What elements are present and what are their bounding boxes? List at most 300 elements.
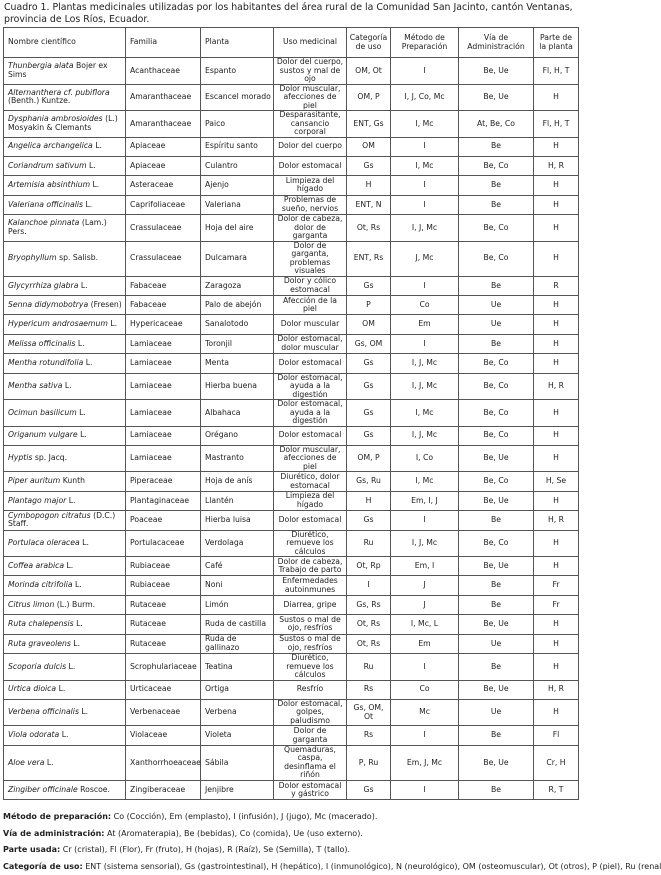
cell-plant: Toronjil (201, 334, 274, 353)
table-row (4, 215, 579, 242)
species-authority: sp. Jacq. (32, 453, 68, 463)
cell-preparation-method: I, Co (391, 445, 459, 472)
species-name: Plantago major (8, 495, 67, 505)
cell-administration-route: Be, Co (459, 156, 534, 175)
cell-use-category: OM, P (347, 445, 391, 472)
cell-preparation-method: I (391, 195, 459, 214)
table-row (4, 276, 579, 295)
cell-medicinal-use: Dolor de garganta (274, 726, 347, 745)
cell-preparation-method: J (391, 595, 459, 614)
cell-use-category: Gs (347, 354, 391, 373)
table-body (4, 58, 579, 800)
cell-use-category: Ot, Rs (347, 634, 391, 653)
species-name: Kalanchoe pinnata (8, 218, 80, 228)
cell-scientific-name (4, 491, 126, 510)
cell-scientific-name (4, 111, 126, 138)
cell-family: Hypericaceae (126, 315, 201, 334)
cell-use-category: ENT, Rs (347, 241, 391, 276)
species-authority: (Benth.) Kuntze. (8, 96, 71, 106)
cell-plant-part: R (534, 276, 579, 295)
cell-family: Fabaceae (126, 295, 201, 314)
cell-administration-route: Be, Co (459, 400, 534, 427)
table-row (4, 726, 579, 745)
cell-plant-part: H (534, 426, 579, 445)
medicinal-plants-table (3, 27, 579, 800)
cell-use-category: Gs, Ru (347, 472, 391, 491)
cell-administration-route: Be, Co (459, 472, 534, 491)
cell-medicinal-use: Dolor estomacal, dolor muscular (274, 334, 347, 353)
cell-preparation-method: I (391, 334, 459, 353)
species-authority: L. (75, 338, 85, 348)
cell-administration-route: Be, Ue (459, 445, 534, 472)
table-row (4, 334, 579, 353)
cell-medicinal-use: Sustos o mal de ojo, resfríos (274, 634, 347, 653)
cell-plant-part: H (534, 699, 579, 726)
cell-medicinal-use: Dolor del cuerpo (274, 137, 347, 156)
cell-administration-route: Be (459, 276, 534, 295)
cell-plant-part: H (534, 137, 579, 156)
species-authority: L. (78, 707, 89, 717)
cell-plant: Zaragoza (201, 276, 274, 295)
cell-administration-route: Be (459, 726, 534, 745)
table-row (4, 557, 579, 576)
cell-medicinal-use: Enfermedades autoinmunes (274, 576, 347, 595)
species-authority: L. (78, 280, 88, 290)
cell-plant: Albahaca (201, 400, 274, 427)
cell-use-category: Rs (347, 726, 391, 745)
species-authority: L. (76, 407, 86, 417)
species-name: Ruta chalepensis (8, 619, 74, 629)
cell-family: Portulacaceae (126, 530, 201, 557)
cell-preparation-method: I, J, Mc (391, 426, 459, 445)
cell-use-category: I (347, 576, 391, 595)
table-row (4, 315, 579, 334)
caption-line-1: Cuadro 1. Plantas medicinales utilizadas por los habitantes del área rural de la Comunidad San Jacinto, cantón Ventanas, (4, 2, 573, 13)
cell-plant-part: H (534, 654, 579, 681)
species-authority: L. (64, 561, 74, 571)
cell-medicinal-use: Limpieza del hígado (274, 176, 347, 195)
cell-preparation-method: I, Mc, L (391, 615, 459, 634)
table-row (4, 595, 579, 614)
species-name: Mentha rotundifolia (8, 358, 84, 368)
cell-scientific-name (4, 680, 126, 699)
cell-family: Lamiaceae (126, 373, 201, 400)
cell-use-category: OM (347, 137, 391, 156)
cell-family: Rubiaceae (126, 557, 201, 576)
cell-scientific-name (4, 58, 126, 85)
cell-medicinal-use: Sustos o mal de ojo, resfríos (274, 615, 347, 634)
cell-family: Asteraceae (126, 176, 201, 195)
cell-preparation-method: I, J, Mc (391, 373, 459, 400)
species-name: Scoporia dulcis (8, 661, 67, 671)
species-name: Verbena officinalis (8, 707, 79, 717)
species-name: Cymbopogon citratus (8, 510, 91, 520)
cell-plant-part: Fl, H, T (534, 58, 579, 85)
cell-plant: Ortiga (201, 680, 274, 699)
cell-administration-route: Be (459, 334, 534, 353)
cell-administration-route: Be, Co (459, 241, 534, 276)
species-name: Hyptis (8, 453, 33, 463)
cell-family: Acanthaceae (126, 58, 201, 85)
cell-scientific-name (4, 215, 126, 242)
cell-medicinal-use: Diurético, dolor estomacal (274, 472, 347, 491)
note-administration: Vía de administración: At (Aromaterapia), Be (bebidas), Co (comida), Ue (uso externo). (3, 828, 363, 838)
species-authority: L. (70, 638, 81, 648)
species-name: Hypericum androsaemum (8, 319, 108, 329)
species-name: Morinda citrifolia (8, 580, 73, 590)
cell-use-category: Gs, OM, Ot (347, 699, 391, 726)
cell-plant: Espíritu santo (201, 137, 274, 156)
cell-family: Xanthorrhoeaceae (126, 745, 201, 780)
cell-family: Lamiaceae (126, 334, 201, 353)
cell-medicinal-use: Dolor estomacal y gástrico (274, 780, 347, 799)
cell-administration-route: Be, Co (459, 373, 534, 400)
cell-preparation-method: Em, J, Mc (391, 745, 459, 780)
species-authority: (Fresen) (88, 299, 122, 309)
cell-plant: Noni (201, 576, 274, 595)
species-name: Angelica archangelica (8, 141, 93, 151)
cell-administration-route: Be (459, 780, 534, 799)
cell-medicinal-use: Dolor de cabeza, Trabajo de parto (274, 557, 347, 576)
cell-plant-part: H, Se (534, 472, 579, 491)
cell-administration-route: Be, Ue (459, 58, 534, 85)
species-authority: L. (79, 538, 89, 548)
header-plant: Planta (201, 28, 274, 58)
species-authority: Kunth (60, 476, 85, 486)
cell-preparation-method: I, Mc (391, 156, 459, 175)
cell-scientific-name (4, 426, 126, 445)
table-row (4, 680, 579, 699)
cell-administration-route: Ue (459, 315, 534, 334)
table-row (4, 84, 579, 111)
species-name: Portulaca oleracea (8, 538, 80, 548)
cell-administration-route: Be (459, 511, 534, 530)
cell-plant: Orégano (201, 426, 274, 445)
table-row (4, 295, 579, 314)
cell-administration-route: Be, Ue (459, 615, 534, 634)
cell-scientific-name (4, 511, 126, 530)
cell-administration-route: Be (459, 654, 534, 681)
cell-administration-route: Ue (459, 699, 534, 726)
species-name: Mentha sativa (8, 381, 63, 391)
species-authority: L. (56, 684, 66, 694)
species-name: Zingiber officinale (8, 784, 78, 794)
cell-family: Crassulaceae (126, 241, 201, 276)
cell-preparation-method: I (391, 58, 459, 85)
cell-medicinal-use: Afección de la piel (274, 295, 347, 314)
cell-scientific-name (4, 176, 126, 195)
cell-preparation-method: J (391, 576, 459, 595)
cell-plant: Limón (201, 595, 274, 614)
table-row (4, 400, 579, 427)
cell-plant-part: Cr, H (534, 745, 579, 780)
cell-use-category: H (347, 491, 391, 510)
cell-family: Amaranthaceae (126, 84, 201, 111)
note-preparation: Método de preparación: Co (Cocción), Em (emplasto), I (infusión), J (jugo), Mc (macerado). (3, 812, 378, 822)
cell-plant: Hoja del aire (201, 215, 274, 242)
cell-plant-part: H (534, 557, 579, 576)
cell-administration-route: Be, Co (459, 354, 534, 373)
cell-plant-part: H (534, 530, 579, 557)
species-authority: sp. Salisb. (56, 253, 99, 263)
table-row (4, 530, 579, 557)
species-authority: L. (62, 381, 72, 391)
cell-administration-route: Be, Co (459, 215, 534, 242)
table-row (4, 699, 579, 726)
header-plant-part: Parte de la planta (534, 28, 579, 58)
cell-plant-part: Fr (534, 595, 579, 614)
cell-administration-route: Be (459, 595, 534, 614)
cell-use-category: Rs (347, 680, 391, 699)
cell-use-category: Gs (347, 426, 391, 445)
cell-plant-part: H (534, 334, 579, 353)
cell-administration-route: Ue (459, 295, 534, 314)
cell-family: Rutaceae (126, 615, 201, 634)
cell-plant-part: H (534, 634, 579, 653)
cell-family: Fabaceae (126, 276, 201, 295)
cell-administration-route: Be (459, 576, 534, 595)
cell-plant-part: H, R (534, 680, 579, 699)
cell-scientific-name (4, 84, 126, 111)
cell-use-category: Ru (347, 530, 391, 557)
cell-medicinal-use: Dolor muscular, afecciones de piel (274, 445, 347, 472)
cell-scientific-name (4, 354, 126, 373)
cell-plant-part: H (534, 215, 579, 242)
cell-plant-part: H (534, 176, 579, 195)
cell-medicinal-use: Dolor de garganta, problemas visuales (274, 241, 347, 276)
species-name: Origanum vulgare (8, 430, 78, 440)
header-preparation-method: Método de Preparación (391, 28, 459, 58)
table-row (4, 576, 579, 595)
cell-scientific-name (4, 445, 126, 472)
cell-plant: Teatina (201, 654, 274, 681)
cell-plant-part: H (534, 445, 579, 472)
table-row (4, 156, 579, 175)
cell-scientific-name (4, 156, 126, 175)
species-authority: L. (59, 730, 69, 740)
cell-administration-route: Be, Co (459, 530, 534, 557)
cell-use-category: Ot, Rp (347, 557, 391, 576)
cell-plant: Verbena (201, 699, 274, 726)
cell-preparation-method: I (391, 276, 459, 295)
cell-use-category: Gs (347, 276, 391, 295)
cell-plant-part: H (534, 615, 579, 634)
cell-plant-part: Fr (534, 576, 579, 595)
cell-preparation-method: I, J, Mc (391, 530, 459, 557)
cell-use-category: Gs, OM (347, 334, 391, 353)
species-authority: L. (83, 358, 93, 368)
cell-administration-route: Be (459, 176, 534, 195)
cell-scientific-name (4, 400, 126, 427)
table-row (4, 634, 579, 653)
cell-plant-part: H (534, 241, 579, 276)
cell-medicinal-use: Dolor estomacal, golpes, paludismo (274, 699, 347, 726)
table-row (4, 195, 579, 214)
species-authority: L. (77, 430, 87, 440)
cell-plant-part: H (534, 295, 579, 314)
cell-use-category: Ru (347, 654, 391, 681)
species-name: Thunbergia alata (8, 61, 74, 71)
cell-administration-route: Ue (459, 634, 534, 653)
table-header-row (4, 28, 579, 58)
species-authority: (Lam.) Pers. (8, 218, 107, 236)
cell-scientific-name (4, 595, 126, 614)
species-name: Coffea arabica (8, 561, 65, 571)
table-notes (3, 809, 661, 875)
cell-plant-part: H (534, 400, 579, 427)
cell-plant-part: H, R (534, 373, 579, 400)
cell-family: Crassulaceae (126, 215, 201, 242)
cell-plant-part: R, T (534, 780, 579, 799)
cell-medicinal-use: Desparasitante, cansancio corporal (274, 111, 347, 138)
cell-plant: Espanto (201, 58, 274, 85)
cell-family: Rutaceae (126, 634, 201, 653)
cell-administration-route: Be, Ue (459, 680, 534, 699)
species-name: Coriandrum sativum (8, 160, 87, 170)
cell-preparation-method: Em (391, 315, 459, 334)
table-row (4, 780, 579, 799)
species-name: Urtica dioica (8, 684, 57, 694)
cell-plant-part: H (534, 491, 579, 510)
cell-plant: Jenjibre (201, 780, 274, 799)
cell-use-category: Gs (347, 156, 391, 175)
species-name: Citrus limon (8, 599, 55, 609)
cell-family: Verbenaceae (126, 699, 201, 726)
cell-medicinal-use: Dolor de cabeza, dolor de garganta (274, 215, 347, 242)
table-caption (4, 2, 578, 25)
species-authority: L. (66, 495, 76, 505)
cell-scientific-name (4, 576, 126, 595)
cell-use-category: OM, P (347, 84, 391, 111)
cell-medicinal-use: Dolor muscular (274, 315, 347, 334)
cell-medicinal-use: Dolor y cólico estomacal (274, 276, 347, 295)
cell-plant-part: H (534, 354, 579, 373)
cell-medicinal-use: Dolor estomacal (274, 156, 347, 175)
cell-family: Piperaceae (126, 472, 201, 491)
cell-plant: Ajenjo (201, 176, 274, 195)
cell-plant-part: H, R (534, 156, 579, 175)
cell-medicinal-use: Diurético, remueve los cálculos (274, 654, 347, 681)
table-row (4, 745, 579, 780)
cell-plant: Palo de abejón (201, 295, 274, 314)
header-scientific-name: Nombre científico (4, 28, 126, 58)
table-row (4, 373, 579, 400)
cell-scientific-name (4, 241, 126, 276)
cell-family: Lamiaceae (126, 445, 201, 472)
cell-use-category: P (347, 295, 391, 314)
species-authority: Roscoe. (77, 784, 110, 794)
cell-use-category: P, Ru (347, 745, 391, 780)
cell-plant: Paico (201, 111, 274, 138)
cell-family: Poaceae (126, 511, 201, 530)
cell-plant: Mastranto (201, 445, 274, 472)
species-name: Alternanthera cf. pubiflora (8, 87, 110, 97)
cell-preparation-method: Co (391, 680, 459, 699)
cell-preparation-method: Mc (391, 699, 459, 726)
header-use-category: Categoría de uso (347, 28, 391, 58)
cell-family: Zingiberaceae (126, 780, 201, 799)
cell-scientific-name (4, 295, 126, 314)
cell-family: Urticaceae (126, 680, 201, 699)
cell-scientific-name (4, 137, 126, 156)
cell-family: Lamiaceae (126, 426, 201, 445)
cell-administration-route: Be, Ue (459, 745, 534, 780)
species-name: Bryophyllum (8, 253, 57, 263)
cell-family: Plantaginaceae (126, 491, 201, 510)
cell-medicinal-use: Diurético, remueve los cálculos (274, 530, 347, 557)
cell-scientific-name (4, 276, 126, 295)
cell-use-category: H (347, 176, 391, 195)
header-medicinal-use: Uso medicinal (274, 28, 347, 58)
cell-medicinal-use: Dolor estomacal, ayuda a la digestión (274, 373, 347, 400)
cell-scientific-name (4, 334, 126, 353)
cell-plant: Menta (201, 354, 274, 373)
cell-medicinal-use: Dolor estomacal, ayuda a la digestión (274, 400, 347, 427)
cell-plant: Hoja de anís (201, 472, 274, 491)
cell-family: Apiaceae (126, 156, 201, 175)
cell-preparation-method: Em (391, 634, 459, 653)
species-authority: L. (44, 757, 54, 767)
cell-preparation-method: I (391, 780, 459, 799)
species-name: Artemisia absinthium (8, 180, 91, 190)
cell-preparation-method: J, Mc (391, 241, 459, 276)
species-name: Aloe vera (8, 757, 45, 767)
species-authority: L. (83, 199, 93, 209)
cell-preparation-method: I (391, 176, 459, 195)
cell-preparation-method: Co (391, 295, 459, 314)
species-authority: L. (66, 661, 76, 671)
species-name: Valeriana officinalis (8, 199, 83, 209)
cell-preparation-method: I, Mc (391, 111, 459, 138)
cell-administration-route: Be (459, 195, 534, 214)
cell-administration-route: At, Be, Co (459, 111, 534, 138)
header-family: Familia (126, 28, 201, 58)
cell-preparation-method: I (391, 726, 459, 745)
cell-medicinal-use: Resfrío (274, 680, 347, 699)
cell-plant-part: H, R (534, 511, 579, 530)
cell-scientific-name (4, 654, 126, 681)
cell-administration-route: Be, Ue (459, 84, 534, 111)
species-authority: L. (90, 180, 100, 190)
cell-plant-part: Fl, H, T (534, 111, 579, 138)
species-authority: L. (72, 580, 82, 590)
cell-use-category: Gs (347, 511, 391, 530)
table-row (4, 354, 579, 373)
cell-preparation-method: I (391, 137, 459, 156)
cell-scientific-name (4, 530, 126, 557)
species-name: Glycyrrhiza glabra (8, 280, 79, 290)
cell-plant: Culantro (201, 156, 274, 175)
cell-scientific-name (4, 745, 126, 780)
cell-scientific-name (4, 315, 126, 334)
cell-medicinal-use: Problemas de sueño, nervios (274, 195, 347, 214)
table-row (4, 511, 579, 530)
species-name: Viola odorata (8, 730, 60, 740)
caption-line-2: provincia de Los Ríos, Ecuador. (4, 13, 150, 25)
cell-plant: Ruda de gallinazo (201, 634, 274, 653)
cell-plant: Sanalotodo (201, 315, 274, 334)
species-authority: L. (107, 319, 118, 329)
cell-plant: Llantén (201, 491, 274, 510)
cell-scientific-name (4, 472, 126, 491)
cell-family: Violaceae (126, 726, 201, 745)
species-authority: L. (86, 160, 96, 170)
cell-scientific-name (4, 780, 126, 799)
species-authority: (L.) Burm. (54, 599, 96, 609)
cell-family: Scrophulariaceae (126, 654, 201, 681)
cell-family: Amaranthaceae (126, 111, 201, 138)
cell-medicinal-use: Dolor estomacal (274, 511, 347, 530)
